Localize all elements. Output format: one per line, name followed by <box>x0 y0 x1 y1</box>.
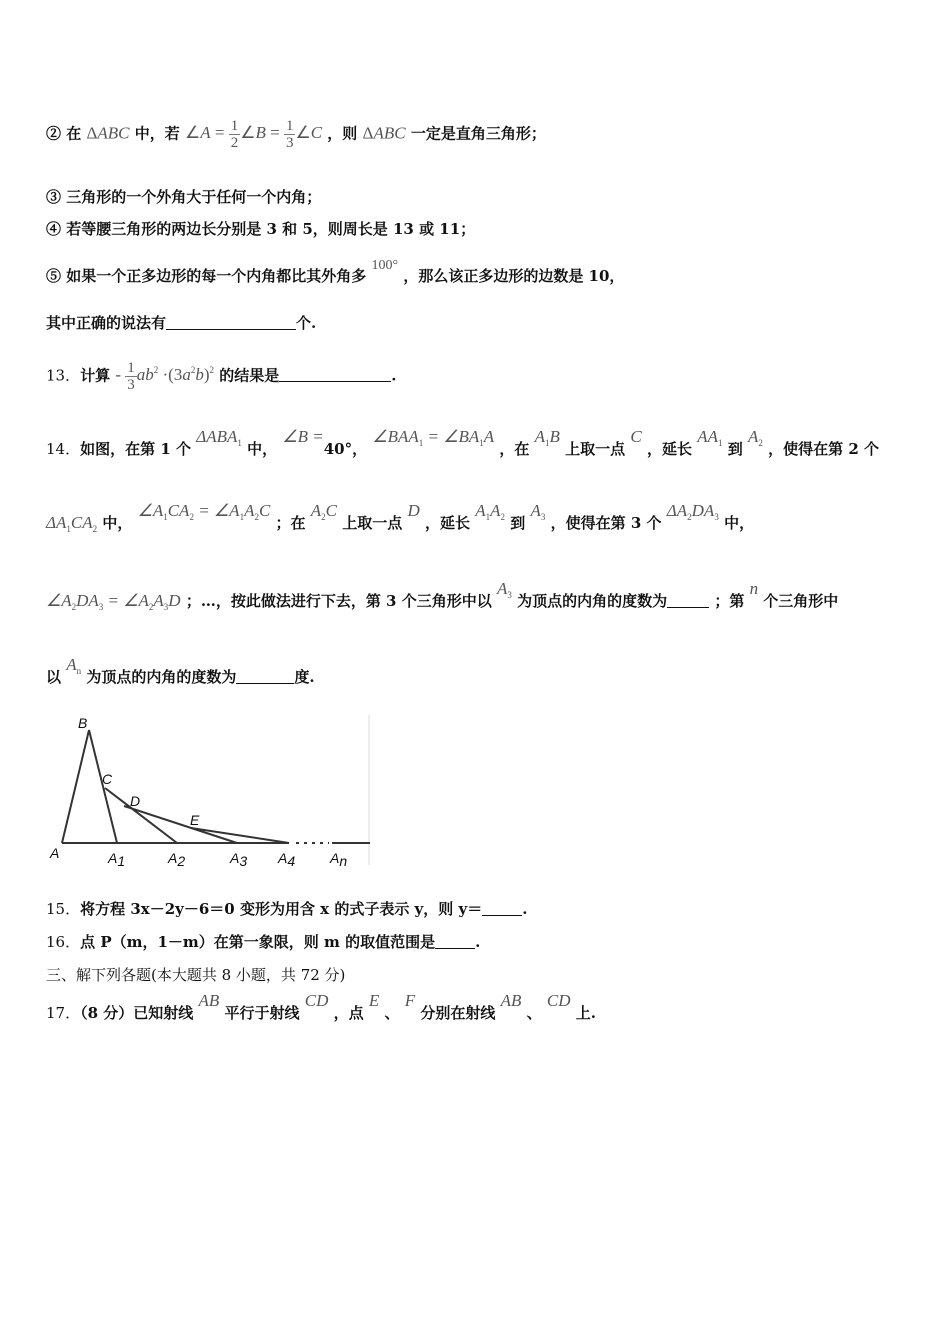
q17: 17．（8 分）已知射线 AB 平行于射线 CD ，点 E 、 F 分别在射线 AB 、 CD 上. <box>46 991 596 1022</box>
q15: 15．将方程 3x－2y－6＝0 变形为用含 x 的式子表示 y，则 y＝ . <box>46 900 528 918</box>
answer-blank[interactable] <box>166 315 296 330</box>
q13: 13．计算 - $\frac{1}{3}$ $ab^2 \cdot(3a^2b)^2$ 的结果是 . <box>46 360 397 393</box>
q12-item4: ④ 若等腰三角形的两边长分别是 3 和 5，则周长是 13 或 11； <box>46 220 476 238</box>
label-A1: A1 <box>108 850 126 869</box>
answer-blank[interactable] <box>667 593 709 608</box>
label-A4: A4 <box>278 850 296 869</box>
math-triangle-abc: ΔABC <box>86 123 130 143</box>
math-angle-ratio: ∠A = $\frac{1}{2}$ ∠B = $\frac{1}{3}$ ∠C <box>185 118 323 151</box>
label-A2: A2 <box>168 850 186 869</box>
geometry-figure <box>44 710 374 872</box>
q14-line4: 以 $A_n$ 为顶点的内角的度数为 度. <box>46 655 315 686</box>
segment-AB <box>62 730 89 843</box>
answer-blank[interactable] <box>435 934 475 949</box>
q12-item5: ⑤ 如果一个正多边形的每一个内角都比其外角多 100° ，那么该正多边形的边数是 10， <box>46 258 625 285</box>
section-heading: 三、解下列各题(本大题共 8 小题，共 72 分) <box>46 966 346 984</box>
q12-item2: ② 在 ΔABC 中，若 ∠A = $\frac{1}{2}$ ∠B = $\frac{1}{3}$ ∠C ，则 ΔABC 一定是直角三角形； <box>46 118 546 151</box>
math-expression: - $\frac{1}{3}$ $ab^2 \cdot(3a^2b)^2$ <box>115 360 215 393</box>
q14-line3: $\angle A_2DA_3$ = $\angle A_2A_3D$ ；…，按此做法进行下去，第 3 个三角形中以 $A_3$ 为顶点的内角的度数为 ；第 n 个三角形中 <box>46 579 839 612</box>
segment-EA4 <box>191 828 289 843</box>
math-degree: 100° <box>371 258 399 273</box>
answer-blank[interactable] <box>482 901 522 916</box>
answer-blank[interactable] <box>279 367 391 382</box>
label-A: A <box>50 845 60 861</box>
q12-final: 其中正确的说法有 个. <box>46 314 317 332</box>
q14-line2: $\Delta A_1CA_2$ 中， $\angle A_1CA_2$ = $\angle A_1A_2C$ ；在 $A_2C$ 上取一点 D ，延长 $A_1A_2$ 到 $A_3$ ，使得在第 3 个 $\Delta A_2DA_3$ 中， <box>46 501 755 534</box>
label-E: E <box>190 812 200 828</box>
q16: 16．点 P（m，1－m）在第一象限，则 m 的取值范围是 . <box>46 933 481 951</box>
answer-blank[interactable] <box>236 669 294 684</box>
label-C: C <box>102 771 113 787</box>
label-An: An <box>330 850 348 869</box>
segment-DA3 <box>124 806 237 843</box>
q12-item3: ③ 三角形的一个外角大于任何一个内角； <box>46 188 322 206</box>
label-A3: A3 <box>230 850 248 869</box>
q14-line1: 14．如图，在第 1 个 $\Delta ABA_1$ 中， ∠B =40°， $\angle BAA_1$ = $\angle BA_1A$ ，在 $A_1B$ 上取一点 C ，延长 $AA_1$ 到 $A_2$ ，使得在第 2 个 <box>46 427 879 458</box>
label-B: B <box>78 715 88 731</box>
label-D: D <box>130 793 141 809</box>
